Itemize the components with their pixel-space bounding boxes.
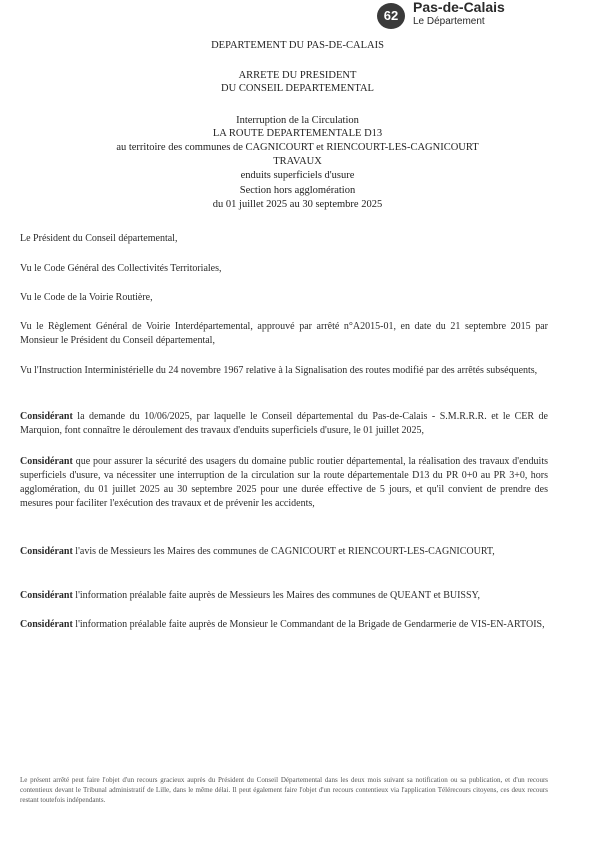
considerant-label: Considérant [20,590,73,601]
department-heading: DEPARTEMENT DU PAS-DE-CALAIS [211,40,384,51]
considerant-text: la demande du 10/06/2025, par laquelle le Conseil départemental du Pas-de-Calais - S.M.R.R.R. et le CER de Marquion, font connaître le déroulement des travaux d'enduits superficiels d'usure, le 01 juillet 2025, [20,411,548,436]
considerant-label: Considérant [20,619,73,630]
considerant-3 [20,545,548,559]
considerant-text: l'information préalable faite auprès de Monsieur le Commandant de la Brigade de Gendarmerie de VIS-EN-ARTOIS, [72,619,545,630]
considerant-1 [20,410,548,438]
considerant-label: Considérant [20,546,73,557]
considerant-5 [20,618,548,632]
subject-line1: Interruption de la Circulation [236,115,359,126]
considerant-text: l'avis de Messieurs les Maires des communes de CAGNICOURT et RIENCOURT-LES-CAGNICOURT, [72,546,495,557]
logo-subtitle: Le Département [413,16,485,27]
arrete-title-line2: DU CONSEIL DEPARTEMENTAL [221,83,374,94]
subject-line7: du 01 juillet 2025 au 30 septembre 2025 [212,199,383,210]
vu-cgct: Vu le Code Général des Collectivités Territoriales, [20,263,222,274]
considerant-text: que pour assurer la sécurité des usagers du domaine public routier départemental, la réalisation des travaux d'enduits superficiels d'usure, va nécessiter une interruption de la circulation sur la route départementale D13 du PR 0+0 au PR 3+0, hors agglomération, du 01 juillet 2025 au 30 septembre 2025 pour une durée effective de 5 jours, et qu'il convient de prendre des mesures pour faciliter l'exécution des travaux et de prévenir les accidents, [20,456,548,509]
footer-legal-notice: Le présent arrêté peut faire l'objet d'un recours gracieux auprès du Président du Conseil Départemental dans les deux mois suivant sa notification ou sa publication, et d'un recours contentieux devant le Tribunal administratif de Lille, dans le même délai. Il peut également faire l'objet d'un recours contentieux via l'application Télérecours citoyens, ces deux recours restant toutefois indépendants. [20,776,548,804]
logo-name: Pas-de-Calais [413,0,505,15]
logo-badge: 62 [377,3,405,29]
vu-instruction: Vu l'Instruction Interministérielle du 24 novembre 1967 relative à la Signalisation des routes modifié par des arrêtés subséquents, [20,365,538,376]
president-line: Le Président du Conseil départemental, [20,233,178,244]
subject-line4: TRAVAUX [273,156,322,167]
subject-line2: LA ROUTE DEPARTEMENTALE D13 [212,128,383,139]
subject-line3: au territoire des communes de CAGNICOURT et RIENCOURT-LES-CAGNICOURT [116,142,479,153]
considerant-label: Considérant [20,456,73,467]
department-logo [377,2,557,32]
arrete-title-line1: ARRETE DU PRESIDENT [238,70,357,81]
considerant-label: Considérant [20,411,73,422]
subject-line5: enduits superficiels d'usure [240,170,355,181]
vu-reglement: Vu le Règlement Général de Voirie Interdépartemental, approuvé par arrêté n°A2015-01, en date du 21 septembre 2015 par Monsieur le Président du Conseil départemental, [20,321,548,346]
considerant-2 [20,455,548,511]
considerant-4 [20,589,548,603]
vu-voirie: Vu le Code de la Voirie Routière, [20,292,153,303]
subject-line6: Section hors agglomération [239,185,356,196]
considerant-text: l'information préalable faite auprès de Messieurs les Maires des communes de QUEANT et BUISSY, [72,590,480,601]
